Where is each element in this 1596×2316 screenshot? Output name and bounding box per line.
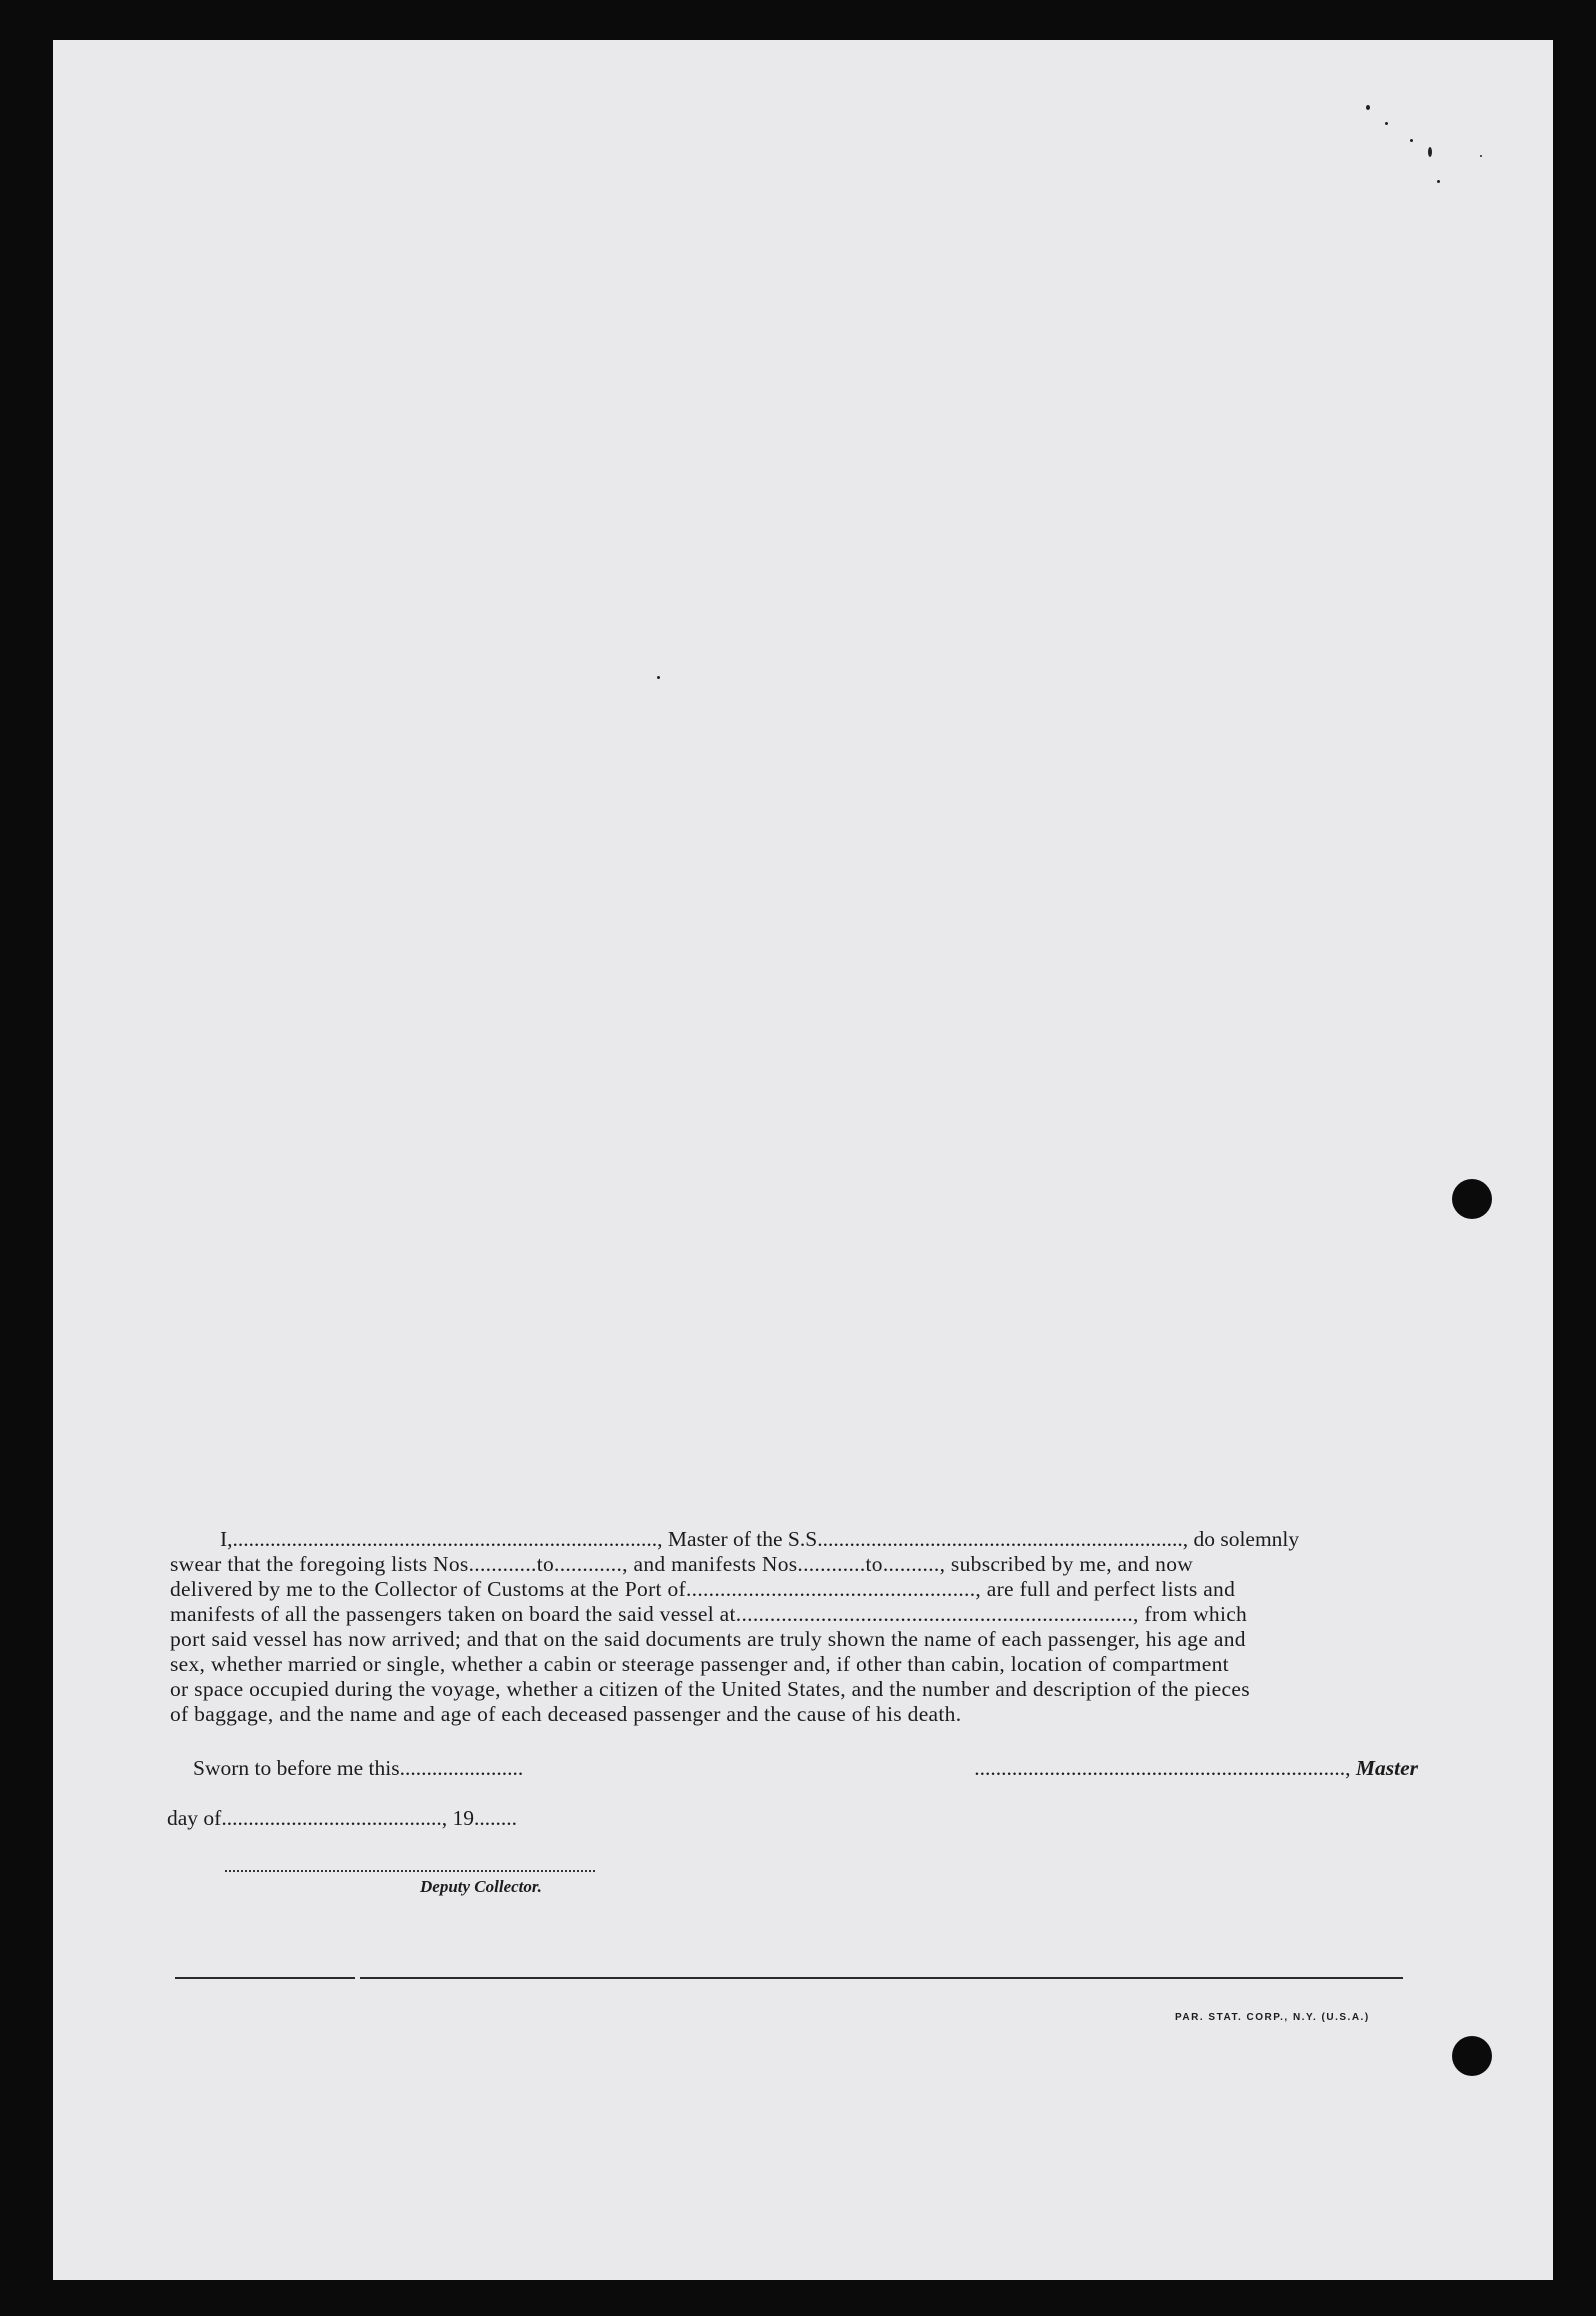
ink-speck	[1437, 180, 1440, 183]
sworn-date-line: day of........................................., 19........	[167, 1806, 517, 1830]
ink-speck	[1385, 122, 1388, 125]
deputy-signature-line	[225, 1870, 595, 1872]
ink-speck	[1366, 105, 1370, 110]
manifest-page	[53, 40, 1553, 2280]
oath-line: I,..............................................................................., Master of the S.S...................................................................., do solemnly	[220, 1527, 1300, 1551]
oath-line: sex, whether married or single, whether a cabin or steerage passenger and, if other than cabin, location of compartment	[170, 1652, 1229, 1676]
oath-line: of baggage, and the name and age of each deceased passenger and the cause of his death.	[170, 1702, 962, 1726]
master-signature-line: .....................................................................,	[974, 1756, 1351, 1780]
oath-line: delivered by me to the Collector of Customs at the Port of..................................................., are full and perfect lists and	[170, 1577, 1236, 1601]
footer-rule	[360, 1977, 1403, 1979]
deputy-collector-label: Deputy Collector.	[420, 1877, 542, 1896]
master-signature	[913, 1756, 1418, 1781]
punch-hole	[1452, 2036, 1492, 2076]
oath-line: port said vessel has now arrived; and that on the said documents are truly shown the name of each passenger, his age and	[170, 1627, 1246, 1651]
oath-line: or space occupied during the voyage, whether a citizen of the United States, and the number and description of the pieces	[170, 1677, 1250, 1701]
punch-hole	[1452, 1179, 1492, 1219]
sworn-before-line: Sworn to before me this.......................	[193, 1756, 524, 1780]
ink-speck	[1480, 155, 1482, 157]
ink-speck	[1410, 139, 1413, 142]
master-label: Master	[1355, 1756, 1418, 1780]
oath-paragraph	[170, 1527, 1418, 1727]
ink-speck	[1428, 147, 1432, 157]
oath-line: manifests of all the passengers taken on board the said vessel at......................................................................, from which	[170, 1602, 1248, 1626]
oath-line: swear that the foregoing lists Nos............to............, and manifests Nos............to.........., subscribed by me, and now	[170, 1552, 1194, 1576]
footer-rule	[175, 1977, 355, 1979]
ink-speck	[657, 676, 660, 679]
printer-imprint: PAR. STAT. CORP., N.Y. (U.S.A.)	[1175, 2012, 1370, 2023]
